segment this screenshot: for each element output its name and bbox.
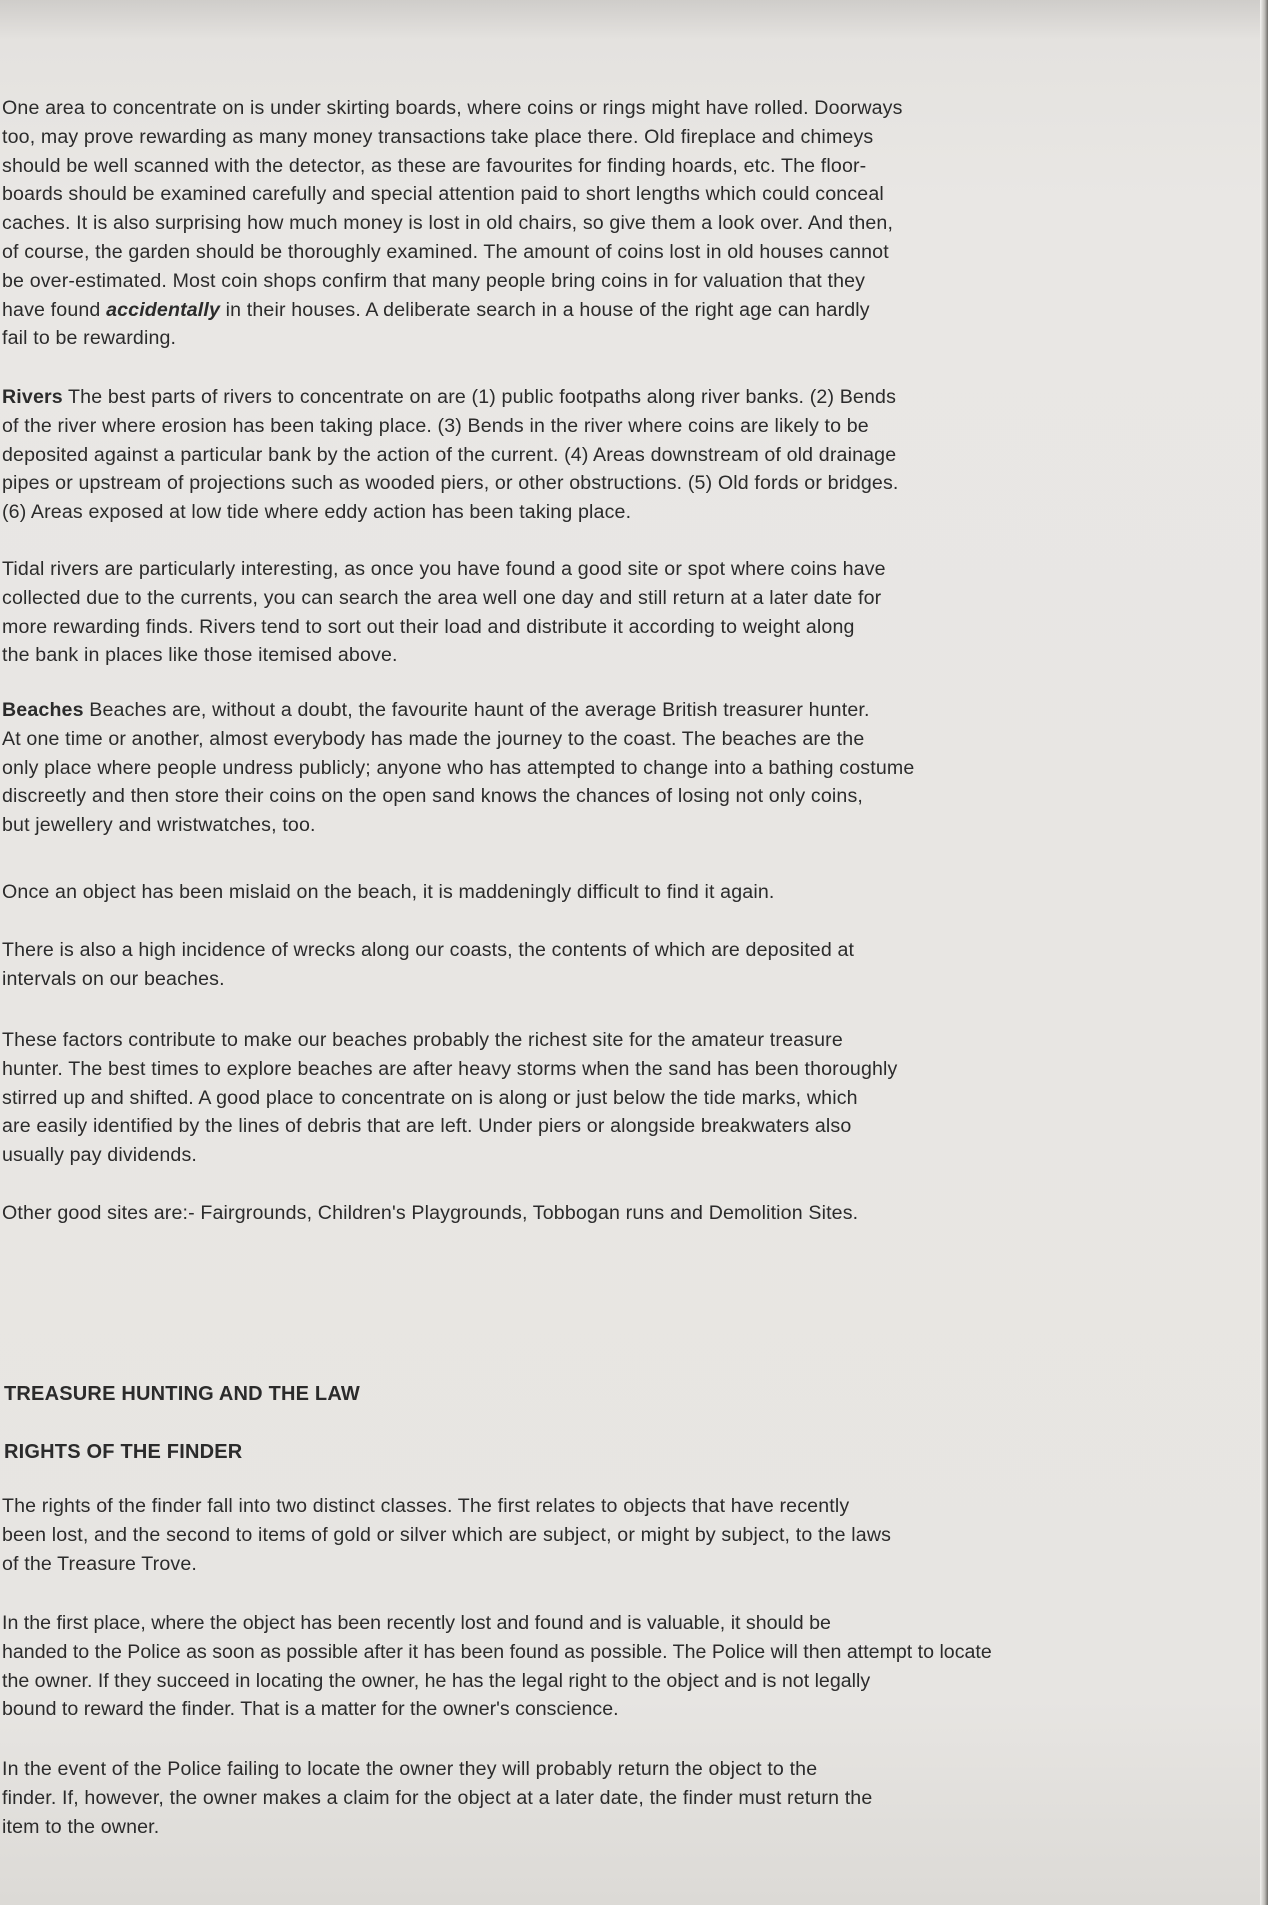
text-line xyxy=(2,1638,992,1667)
text-segment: Tidal rivers are particularly interesting, as once you have found a good site or spot where coins have xyxy=(2,558,886,580)
text-line xyxy=(2,267,903,296)
text-segment: in their houses. A deliberate search in a house of the right age can hardly xyxy=(220,298,870,321)
text-line xyxy=(2,965,854,994)
text-line xyxy=(2,1141,898,1170)
paragraph-rights-intro xyxy=(2,1492,891,1578)
text-line xyxy=(2,238,903,267)
text-line xyxy=(2,209,903,238)
text-line xyxy=(2,1667,992,1696)
text-segment: the bank in places like those itemised above. xyxy=(2,644,398,667)
text-line xyxy=(2,811,914,840)
text-line xyxy=(2,754,914,783)
text-segment: At one time or another, almost everybody has made the journey to the coast. The beaches are the xyxy=(2,727,865,750)
text-segment: have found xyxy=(2,298,107,321)
text-segment: bound to reward the finder. That is a matter for the owner's conscience. xyxy=(2,1698,619,1721)
text-line xyxy=(2,1755,872,1784)
text-line xyxy=(2,1521,891,1550)
text-segment: of course, the garden should be thoroughly examined. The amount of coins lost in old houses cannot xyxy=(2,240,889,263)
text-line xyxy=(2,613,886,642)
text-line xyxy=(2,412,899,441)
paragraph-skirting-boards xyxy=(2,94,903,353)
text-segment: finder. If, however, the owner makes a claim for the object at a later date, the finder must return the xyxy=(2,1786,873,1809)
paragraph-wrecks xyxy=(2,936,854,994)
bold-lead-in: Rivers xyxy=(2,386,63,408)
text-line xyxy=(2,469,899,498)
text-line xyxy=(2,696,914,725)
text-line xyxy=(2,324,903,353)
text-segment: should be well scanned with the detector, as these are favourites for finding hoards, etc. The floor- xyxy=(2,154,867,177)
text-segment: the owner. If they succeed in locating the owner, he has the legal right to the object and is not legally xyxy=(2,1669,871,1692)
text-segment: been lost, and the second to items of gold or silver which are subject, or might by subject, to the laws xyxy=(2,1523,892,1546)
text-line xyxy=(2,94,903,123)
text-segment: One area to concentrate on is under skirting boards, where coins or rings might have rolled. Doorways xyxy=(2,97,903,119)
text-segment: stirred up and shifted. A good place to concentrate on is along or just below the tide marks, which xyxy=(2,1086,858,1109)
paragraph-other-sites xyxy=(2,1199,858,1228)
text-line xyxy=(2,1084,898,1113)
text-segment: be over-estimated. Most coin shops confirm that many people bring coins in for valuation that they xyxy=(2,269,866,292)
text-line xyxy=(2,1492,891,1521)
text-segment: caches. It is also surprising how much money is lost in old chairs, so give them a look over. And then, xyxy=(2,212,894,235)
text-segment: are easily identified by the lines of debris that are left. Under piers or alongside breakwaters also xyxy=(2,1115,852,1138)
paragraph-beaches xyxy=(2,696,914,840)
text-line xyxy=(2,1112,898,1141)
text-segment: handed to the Police as soon as possible after it has been found as possible. The Police will then attempt to locate xyxy=(2,1640,992,1663)
text-segment: The rights of the finder fall into two distinct classes. The first relates to objects that have recently xyxy=(2,1495,850,1517)
emphasis: accidentally xyxy=(106,298,221,321)
text-segment: of the Treasure Trove. xyxy=(2,1552,197,1575)
text-segment: Once an object has been mislaid on the beach, it is maddeningly difficult to find it again. xyxy=(2,881,775,903)
text-segment: Beaches are, without a doubt, the favourite haunt of the average British treasurer hunter. xyxy=(83,699,870,721)
text-line xyxy=(2,936,854,965)
text-line xyxy=(2,725,914,754)
text-segment: The best parts of rivers to concentrate on are (1) public footpaths along river banks. (2) Bends xyxy=(62,386,897,408)
text-segment: too, may prove rewarding as many money transactions take place there. Old fireplace and chimeys xyxy=(2,125,874,148)
text-segment: Other good sites are:- Fairgrounds, Children's Playgrounds, Tobbogan runs and Demolition Sites. xyxy=(2,1202,859,1224)
text-line xyxy=(2,498,899,527)
text-segment: In the event of the Police failing to locate the owner they will probably return the object to the xyxy=(2,1758,818,1780)
text-segment: collected due to the currents, you can search the area well one day and still return at a later date for xyxy=(2,586,882,609)
text-segment: boards should be examined carefully and special attention paid to short lengths which could conceal xyxy=(2,183,884,206)
text-line xyxy=(2,555,886,584)
text-line xyxy=(2,641,886,670)
text-line xyxy=(2,383,899,412)
text-line xyxy=(2,1609,992,1638)
paragraph-rivers xyxy=(2,383,899,527)
text-segment: deposited against a particular bank by the action of the current. (4) Areas downstream of old drainage xyxy=(2,443,897,466)
paragraph-factors xyxy=(2,1026,898,1170)
text-segment: more rewarding finds. Rivers tend to sort out their load and distribute it according to weight along xyxy=(2,615,855,638)
text-line xyxy=(2,152,903,181)
text-segment: fail to be rewarding. xyxy=(2,327,177,350)
paragraph-police-fail xyxy=(2,1755,872,1841)
text-segment: pipes or upstream of projections such as wooded piers, or other obstructions. (5) Old fords or bridges. xyxy=(2,472,899,495)
text-line xyxy=(2,1055,898,1084)
text-line xyxy=(2,1695,992,1724)
text-segment: hunter. The best times to explore beaches are after heavy storms when the sand has been thoroughly xyxy=(2,1057,898,1080)
page-edge-shadow xyxy=(1260,0,1268,1905)
paragraph-first-place xyxy=(2,1609,992,1724)
text-segment: but jewellery and wristwatches, too. xyxy=(2,814,316,837)
text-segment: discreetly and then store their coins on the open sand knows the chances of losing not only coins, xyxy=(2,785,864,808)
text-line xyxy=(2,180,903,209)
text-line xyxy=(2,1550,891,1579)
text-line xyxy=(2,123,903,152)
text-line xyxy=(2,1199,858,1228)
text-line xyxy=(2,1813,872,1842)
text-segment: In the first place, where the object has been recently lost and found and is valuable, it should be xyxy=(2,1612,831,1634)
text-line xyxy=(2,1026,898,1055)
text-segment: of the river where erosion has been taking place. (3) Bends in the river where coins are likely to be xyxy=(2,414,869,437)
text-line xyxy=(2,584,886,613)
text-segment: These factors contribute to make our beaches probably the richest site for the amateur treasure xyxy=(2,1029,843,1051)
text-line xyxy=(2,782,914,811)
paragraph-mislaid xyxy=(2,878,774,907)
section-heading: TREASURE HUNTING AND THE LAW xyxy=(4,1383,360,1405)
text-segment: usually pay dividends. xyxy=(2,1144,197,1167)
text-line xyxy=(2,1784,872,1813)
bold-lead-in: Beaches xyxy=(2,699,84,721)
text-segment: (6) Areas exposed at low tide where eddy action has been taking place. xyxy=(2,501,632,524)
text-line xyxy=(2,878,774,907)
text-line xyxy=(2,441,899,470)
paragraph-tidal-rivers xyxy=(2,555,886,670)
text-segment: intervals on our beaches. xyxy=(2,967,225,990)
text-line xyxy=(2,296,903,325)
text-segment: There is also a high incidence of wrecks along our coasts, the contents of which are deposited at xyxy=(2,939,855,961)
text-segment: only place where people undress publicly; anyone who has attempted to change into a bathing costume xyxy=(2,756,915,779)
text-segment: item to the owner. xyxy=(2,1815,160,1838)
subsection-heading: RIGHTS OF THE FINDER xyxy=(4,1441,243,1463)
